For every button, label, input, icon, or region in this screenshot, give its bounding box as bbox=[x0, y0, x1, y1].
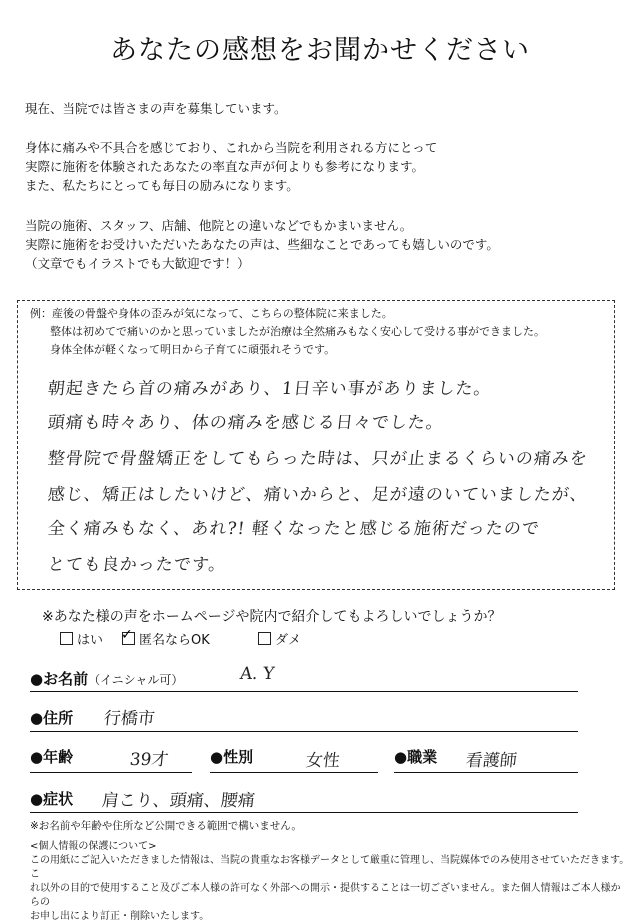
handwritten-line: 感じ、矯正はしたいけど、痛いからと、足が遠のいていましたが、 bbox=[46, 485, 589, 505]
privacy-text: この用紙にご記入いただきました情報は、当院の貴重なお客様データとして厳重に管理し、当院媒体でのみ使用させていただきます。こ bbox=[30, 855, 630, 880]
option-label: 匿名ならOK bbox=[139, 633, 210, 648]
consent-question: ※あなた様の声をホームページや院内で紹介してもよろしいでしょうか？ bbox=[42, 609, 502, 625]
privacy-heading: <個人情報の保護について> bbox=[30, 841, 157, 852]
option-label: ダメ bbox=[275, 633, 302, 648]
intro-line: 実際に施術をお受けいただいたあなたの声は、些細なことであっても嬉しいのです。 bbox=[25, 237, 499, 252]
job-underline bbox=[394, 772, 578, 773]
symptom-underline bbox=[30, 812, 578, 813]
checkbox[interactable] bbox=[60, 632, 73, 645]
address-value[interactable]: 行橋市 bbox=[102, 709, 156, 729]
handwritten-line: とても良かったです。 bbox=[46, 555, 228, 575]
job-value[interactable]: 看護師 bbox=[464, 751, 518, 771]
symptom-label: ●症状 bbox=[30, 790, 74, 808]
consent-option-no[interactable] bbox=[258, 629, 301, 648]
handwritten-line: 朝起きたら首の痛みがあり、1日辛い事がありました。 bbox=[46, 379, 493, 399]
intro-line: 身体に痛みや不具合を感じており、これから当院を利用される方にとって bbox=[25, 140, 438, 155]
public-note: ※お名前や年齢や住所など公開できる範囲で構いません。 bbox=[30, 820, 302, 832]
consent-option-anonymous[interactable] bbox=[122, 629, 210, 648]
handwritten-line: 頭痛も時々あり、体の痛みを感じる日々でした。 bbox=[46, 413, 445, 433]
name-label: ●お名前（イニシャル可） bbox=[30, 670, 184, 688]
age-label: ●年齢 bbox=[30, 748, 74, 766]
privacy-notice bbox=[30, 840, 630, 924]
option-label: はい bbox=[77, 633, 104, 648]
age-value[interactable]: 39才 bbox=[128, 750, 170, 770]
name-value[interactable]: A. Y bbox=[238, 664, 276, 684]
gender-value[interactable]: 女性 bbox=[304, 751, 341, 771]
name-note: （イニシャル可） bbox=[88, 673, 184, 687]
age-underline bbox=[30, 772, 192, 773]
handwritten-line: 全く痛みもなく、あれ?! 軽くなったと感じる施術だったので bbox=[46, 519, 541, 539]
intro-line: （文章でもイラストでも大歓迎です！） bbox=[25, 256, 250, 271]
privacy-text: お申し出により訂正・削除いたします。 bbox=[30, 911, 210, 922]
intro-paragraph-2 bbox=[25, 138, 437, 195]
symptom-value[interactable]: 肩こり、頭痛、腰痛 bbox=[100, 791, 256, 811]
checkbox[interactable] bbox=[258, 632, 271, 645]
consent-option-yes[interactable] bbox=[60, 629, 103, 648]
gender-underline bbox=[210, 772, 378, 773]
example-line: 例：産後の骨盤や身体の歪みが気になって、こちらの整体院に来ました。 bbox=[30, 307, 393, 320]
check-mark-icon: ✓ bbox=[121, 627, 133, 643]
privacy-text: れ以外の目的で使用すること及びご本人様の許可なく外部への開示・提供することは一切ございません。また個人情報はご本人様からの bbox=[30, 883, 621, 908]
intro-paragraph-1: 現在、当院では皆さまの声を募集しています。 bbox=[25, 101, 287, 116]
example-line: 身体全体が軽くなって明日から子育てに頑張れそうです。 bbox=[50, 343, 336, 356]
intro-line: また、私たちにとっても毎日の励みになります。 bbox=[25, 178, 299, 193]
intro-paragraph-3 bbox=[25, 216, 499, 273]
comment-box[interactable] bbox=[17, 300, 615, 590]
intro-line: 実際に施術を体験されたあなたの率直な声が何よりも参考になります。 bbox=[25, 159, 425, 174]
name-underline bbox=[30, 691, 578, 692]
example-line: 整体は初めてで痛いのかと思っていましたが治療は全然痛みもなく安心して受ける事ができました。 bbox=[50, 325, 545, 338]
handwritten-line: 整骨院で骨盤矯正をしてもらった時は、只が止まるくらいの痛みを bbox=[46, 449, 589, 469]
job-label: ●職業 bbox=[394, 748, 438, 766]
intro-line: 当院の施術、スタッフ、店舗、他院との違いなどでもかまいません。 bbox=[25, 218, 413, 233]
address-underline bbox=[30, 731, 578, 732]
gender-label: ●性別 bbox=[210, 748, 254, 766]
page-title: あなたの感想をお聞かせください bbox=[110, 35, 530, 66]
address-label: ●住所 bbox=[30, 709, 74, 727]
checkbox-checked[interactable] bbox=[121, 627, 135, 645]
